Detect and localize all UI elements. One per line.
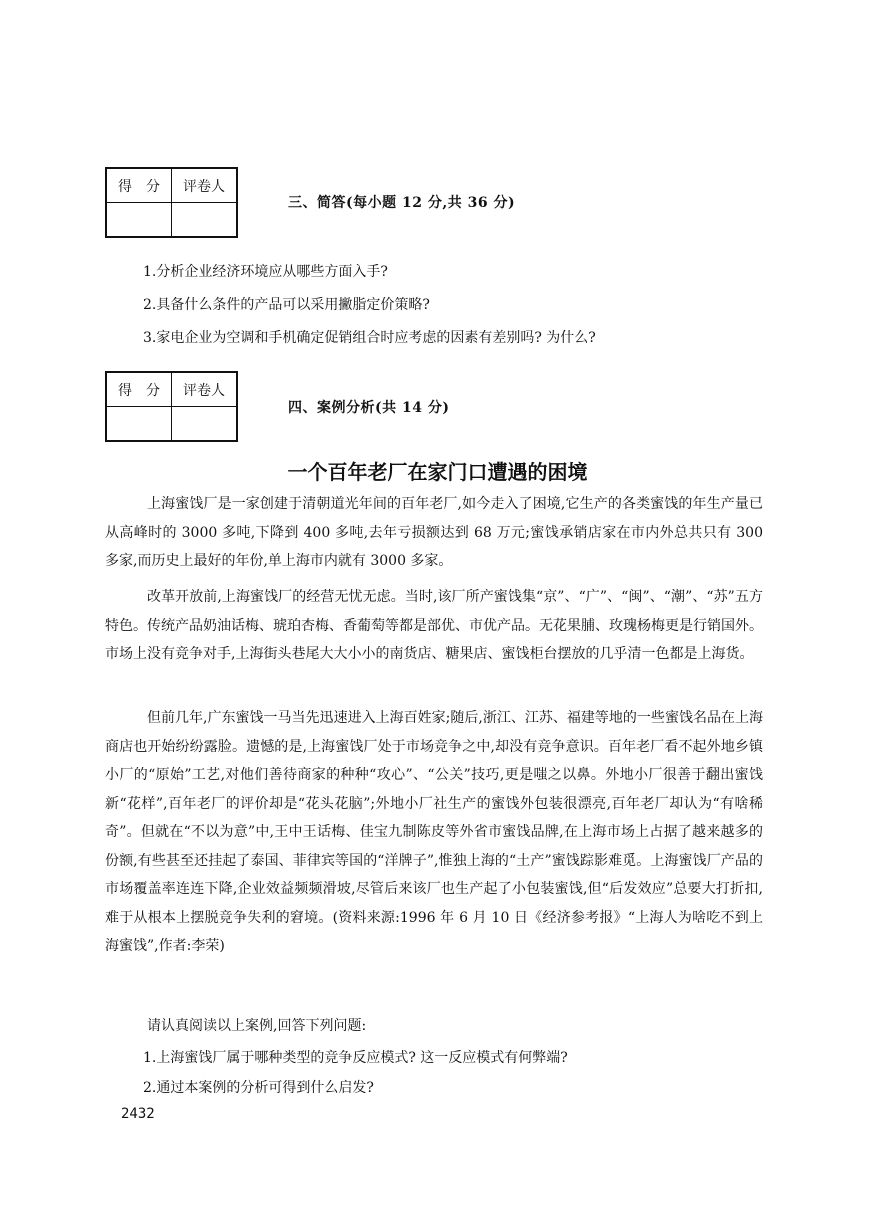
grader-cell [172,407,238,442]
score-cell [106,407,172,442]
grader-label: 评卷人 [172,168,238,203]
case-question-1: 1.上海蜜饯厂属于哪种类型的竞争反应模式? 这一反应模式有何弊端? [143,1050,568,1066]
question-3-2: 2.具备什么条件的产品可以采用撇脂定价策略? [143,297,430,313]
section-4-heading: 四、案例分析(共 14 分) [288,400,450,416]
case-instruction: 请认真阅读以上案例,回答下列问题: [147,1018,367,1034]
score-cell [106,203,172,238]
case-paragraph-1: 上海蜜饯厂是一家创建于清朝道光年间的百年老厂,如今走入了困境,它生产的各类蜜饯的年生产量已从高峰时的 3000 多吨,下降到 400 多吨,去年亏损额达到 68 万元;蜜饯承销店家在市内外总共只有 300 多家,而历史上最好的年份,单上海市内就有 3000 多家。 [105,496,763,569]
score-label: 得 分 [106,168,172,203]
grader-cell [172,203,238,238]
grader-label: 评卷人 [172,372,238,407]
case-title: 一个百年老厂在家门口遭遇的困境 [287,460,588,484]
case-paragraph-2: 改革开放前,上海蜜饯厂的经营无忧无虑。当时,该厂所产蜜饯集“京”、“广”、“闽”、“潮”、“苏”五方特色。传统产品奶油话梅、琥珀杏梅、香葡萄等都是部优、市优产品。无花果脯、玫瑰杨梅更是行销国外。市场上没有竞争对手,上海街头巷尾大大小小的南货店、糖果店、蜜饯柜台摆放的几乎清一色都是上海货。 [105,589,763,662]
score-box-section-3 [105,167,238,238]
section-3-heading: 三、简答(每小题 12 分,共 36 分) [288,195,516,211]
case-question-2: 2.通过本案例的分析可得到什么启发? [143,1080,374,1096]
page-number: 2432 [121,1106,155,1122]
question-3-3: 3.家电企业为空调和手机确定促销组合时应考虑的因素有差别吗? 为什么? [143,330,596,346]
case-paragraph-3: 但前几年,广东蜜饯一马当先迅速进入上海百姓家;随后,浙江、江苏、福建等地的一些蜜饯名品在上海商店也开始纷纷露脸。遗憾的是,上海蜜饯厂处于市场竞争之中,却没有竞争意识。百年老厂看不起外地乡镇小厂的“原始”工艺,对他们善待商家的种种“攻心”、“公关”技巧,更是嗤之以鼻。外地小厂很善于翻出蜜饯新“花样”,百年老厂的评价却是“花头花脑”;外地小厂社生产的蜜饯外包装很漂亮,百年老厂却认为“有啥稀奇”。但就在“不以为意”中,王中王话梅、佳宝九制陈皮等外省市蜜饯品牌,在上海市场上占据了越来越多的份额,有些甚至还挂起了泰国、菲律宾等国的“洋牌子”,惟独上海的“土产”蜜饯踪影难觅。上海蜜饯厂产品的市场覆盖率连连下降,企业效益频频滑坡,尽管后来该厂也生产起了小包装蜜饯,但“后发效应”总要大打折扣,难于从根本上摆脱竞争失利的窘境。(资料来源:1996 年 6 月 10 日《经济参考报》“上海人为啥吃不到上海蜜饯”,作者:李荣) [105,710,763,954]
score-label: 得 分 [106,372,172,407]
question-3-1: 1.分析企业经济环境应从哪些方面入手? [143,264,388,280]
score-box-section-4 [105,371,238,442]
